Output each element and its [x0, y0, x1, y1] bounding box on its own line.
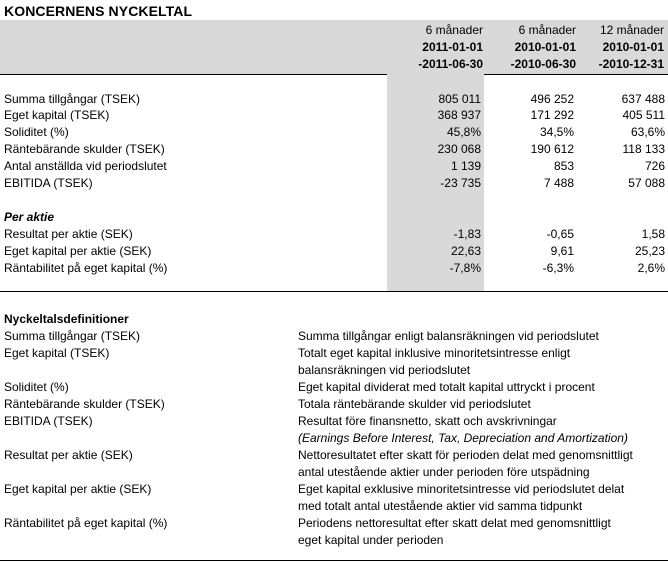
definition-term: Eget kapital (TSEK) — [4, 346, 110, 360]
cell-value: 118 133 — [622, 142, 665, 156]
row-label: Antal anställda vid periodslutet — [4, 159, 167, 173]
definition-term: Räntabilitet på eget kapital (%) — [4, 516, 168, 530]
per-aktie-heading: Per aktie — [4, 210, 55, 224]
definition-text: eget kapital under perioden — [298, 533, 444, 547]
cell-value: 1 139 — [450, 159, 481, 173]
page-title: KONCERNENS NYCKELTAL — [4, 3, 193, 19]
column-period: 6 månader — [518, 23, 576, 37]
cell-value: 2,6% — [637, 261, 665, 275]
row-label: Räntebärande skulder (TSEK) — [4, 142, 165, 156]
row-label: EBITIDA (TSEK) — [4, 176, 93, 190]
definition-text: Resultat före finansnetto, skatt och avskrivningar — [298, 414, 557, 428]
definition-text: Eget kapital dividerat med totalt kapital uttryckt i procent — [298, 380, 595, 394]
row-label: Summa tillgångar (TSEK) — [4, 92, 141, 106]
definition-term: Räntebärande skulder (TSEK) — [4, 397, 165, 411]
definition-text: med totalt antal utestående aktier vid samma tidpunkt — [298, 499, 583, 513]
cell-value: 805 011 — [438, 92, 481, 106]
cell-value: 190 612 — [530, 142, 574, 156]
cell-value: -23 735 — [440, 176, 481, 190]
cell-value: 45,8% — [446, 125, 481, 139]
cell-value: 637 488 — [621, 92, 665, 106]
definitions-heading: Nyckeltalsdefinitioner — [4, 312, 129, 326]
column-period: 12 månader — [599, 23, 664, 37]
row-label: Eget kapital (TSEK) — [4, 108, 110, 122]
cell-value: 171 292 — [530, 108, 574, 122]
cell-value: 853 — [553, 159, 574, 173]
definition-text: (Earnings Before Interest, Tax, Depreciation and Amortization) — [298, 431, 628, 445]
row-label: Resultat per aktie (SEK) — [4, 227, 133, 241]
definition-text: Eget kapital exklusive minoritetsintresse vid periodslutet delat — [298, 482, 625, 496]
cell-value: 25,23 — [634, 244, 665, 258]
definition-text: Totala räntebärande skulder vid periodslutet — [298, 397, 531, 411]
row-label: Soliditet (%) — [4, 125, 69, 139]
row-label: Eget kapital per aktie (SEK) — [4, 244, 152, 258]
column-to: -2010-06-30 — [510, 57, 576, 71]
row-label: Räntabilitet på eget kapital (%) — [4, 261, 168, 275]
cell-value: 1,58 — [641, 227, 665, 241]
column-header-3 — [568, 22, 664, 73]
definition-text: Summa tillgångar enligt balansräkningen vid periodslutet — [298, 329, 599, 343]
definition-text: Periodens nettoresultat efter skatt delat med genomsnittligt — [298, 516, 611, 530]
cell-value: 726 — [644, 159, 665, 173]
definition-text: antal utestående aktier under perioden före utspädning — [298, 465, 590, 479]
cell-value: -7,8% — [449, 261, 481, 275]
cell-value: 405 511 — [622, 108, 665, 122]
column-to: -2011-06-30 — [418, 57, 483, 71]
column-period: 6 månader — [425, 23, 483, 37]
column-header-1 — [387, 22, 483, 73]
cell-value: 230 068 — [437, 142, 481, 156]
definition-term: EBITIDA (TSEK) — [4, 414, 93, 428]
cell-value: 57 088 — [628, 176, 665, 190]
page-bottom-rule — [0, 560, 668, 561]
definition-term: Eget kapital per aktie (SEK) — [4, 482, 152, 496]
cell-value: 9,61 — [550, 244, 574, 258]
column-to: -2010-12-31 — [598, 57, 664, 71]
definition-term: Soliditet (%) — [4, 380, 69, 394]
cell-value: 34,5% — [539, 125, 574, 139]
definition-term: Resultat per aktie (SEK) — [4, 448, 133, 462]
definition-text: Nettoresultatet efter skatt för perioden delat med genomsnittligt — [298, 448, 633, 462]
column-from: 2011-01-01 — [422, 40, 483, 54]
definition-term: Summa tillgångar (TSEK) — [4, 329, 141, 343]
column-header-2 — [480, 22, 576, 73]
cell-value: 63,6% — [630, 125, 665, 139]
definition-text: balansräkningen vid periodslutet — [298, 363, 471, 377]
cell-value: 22,63 — [450, 244, 481, 258]
cell-value: -6,3% — [542, 261, 574, 275]
table-bottom-rule — [0, 291, 668, 292]
definition-text: Totalt eget kapital inklusive minoritetsintresse enligt — [298, 346, 571, 360]
cell-value: 368 937 — [437, 108, 481, 122]
cell-value: 496 252 — [530, 92, 574, 106]
cell-value: -1,83 — [453, 227, 481, 241]
header-rule — [0, 74, 668, 75]
cell-value: 7 488 — [543, 176, 574, 190]
column-from: 2010-01-01 — [514, 40, 576, 54]
cell-value: -0,65 — [546, 227, 574, 241]
column-from: 2010-01-01 — [602, 40, 664, 54]
